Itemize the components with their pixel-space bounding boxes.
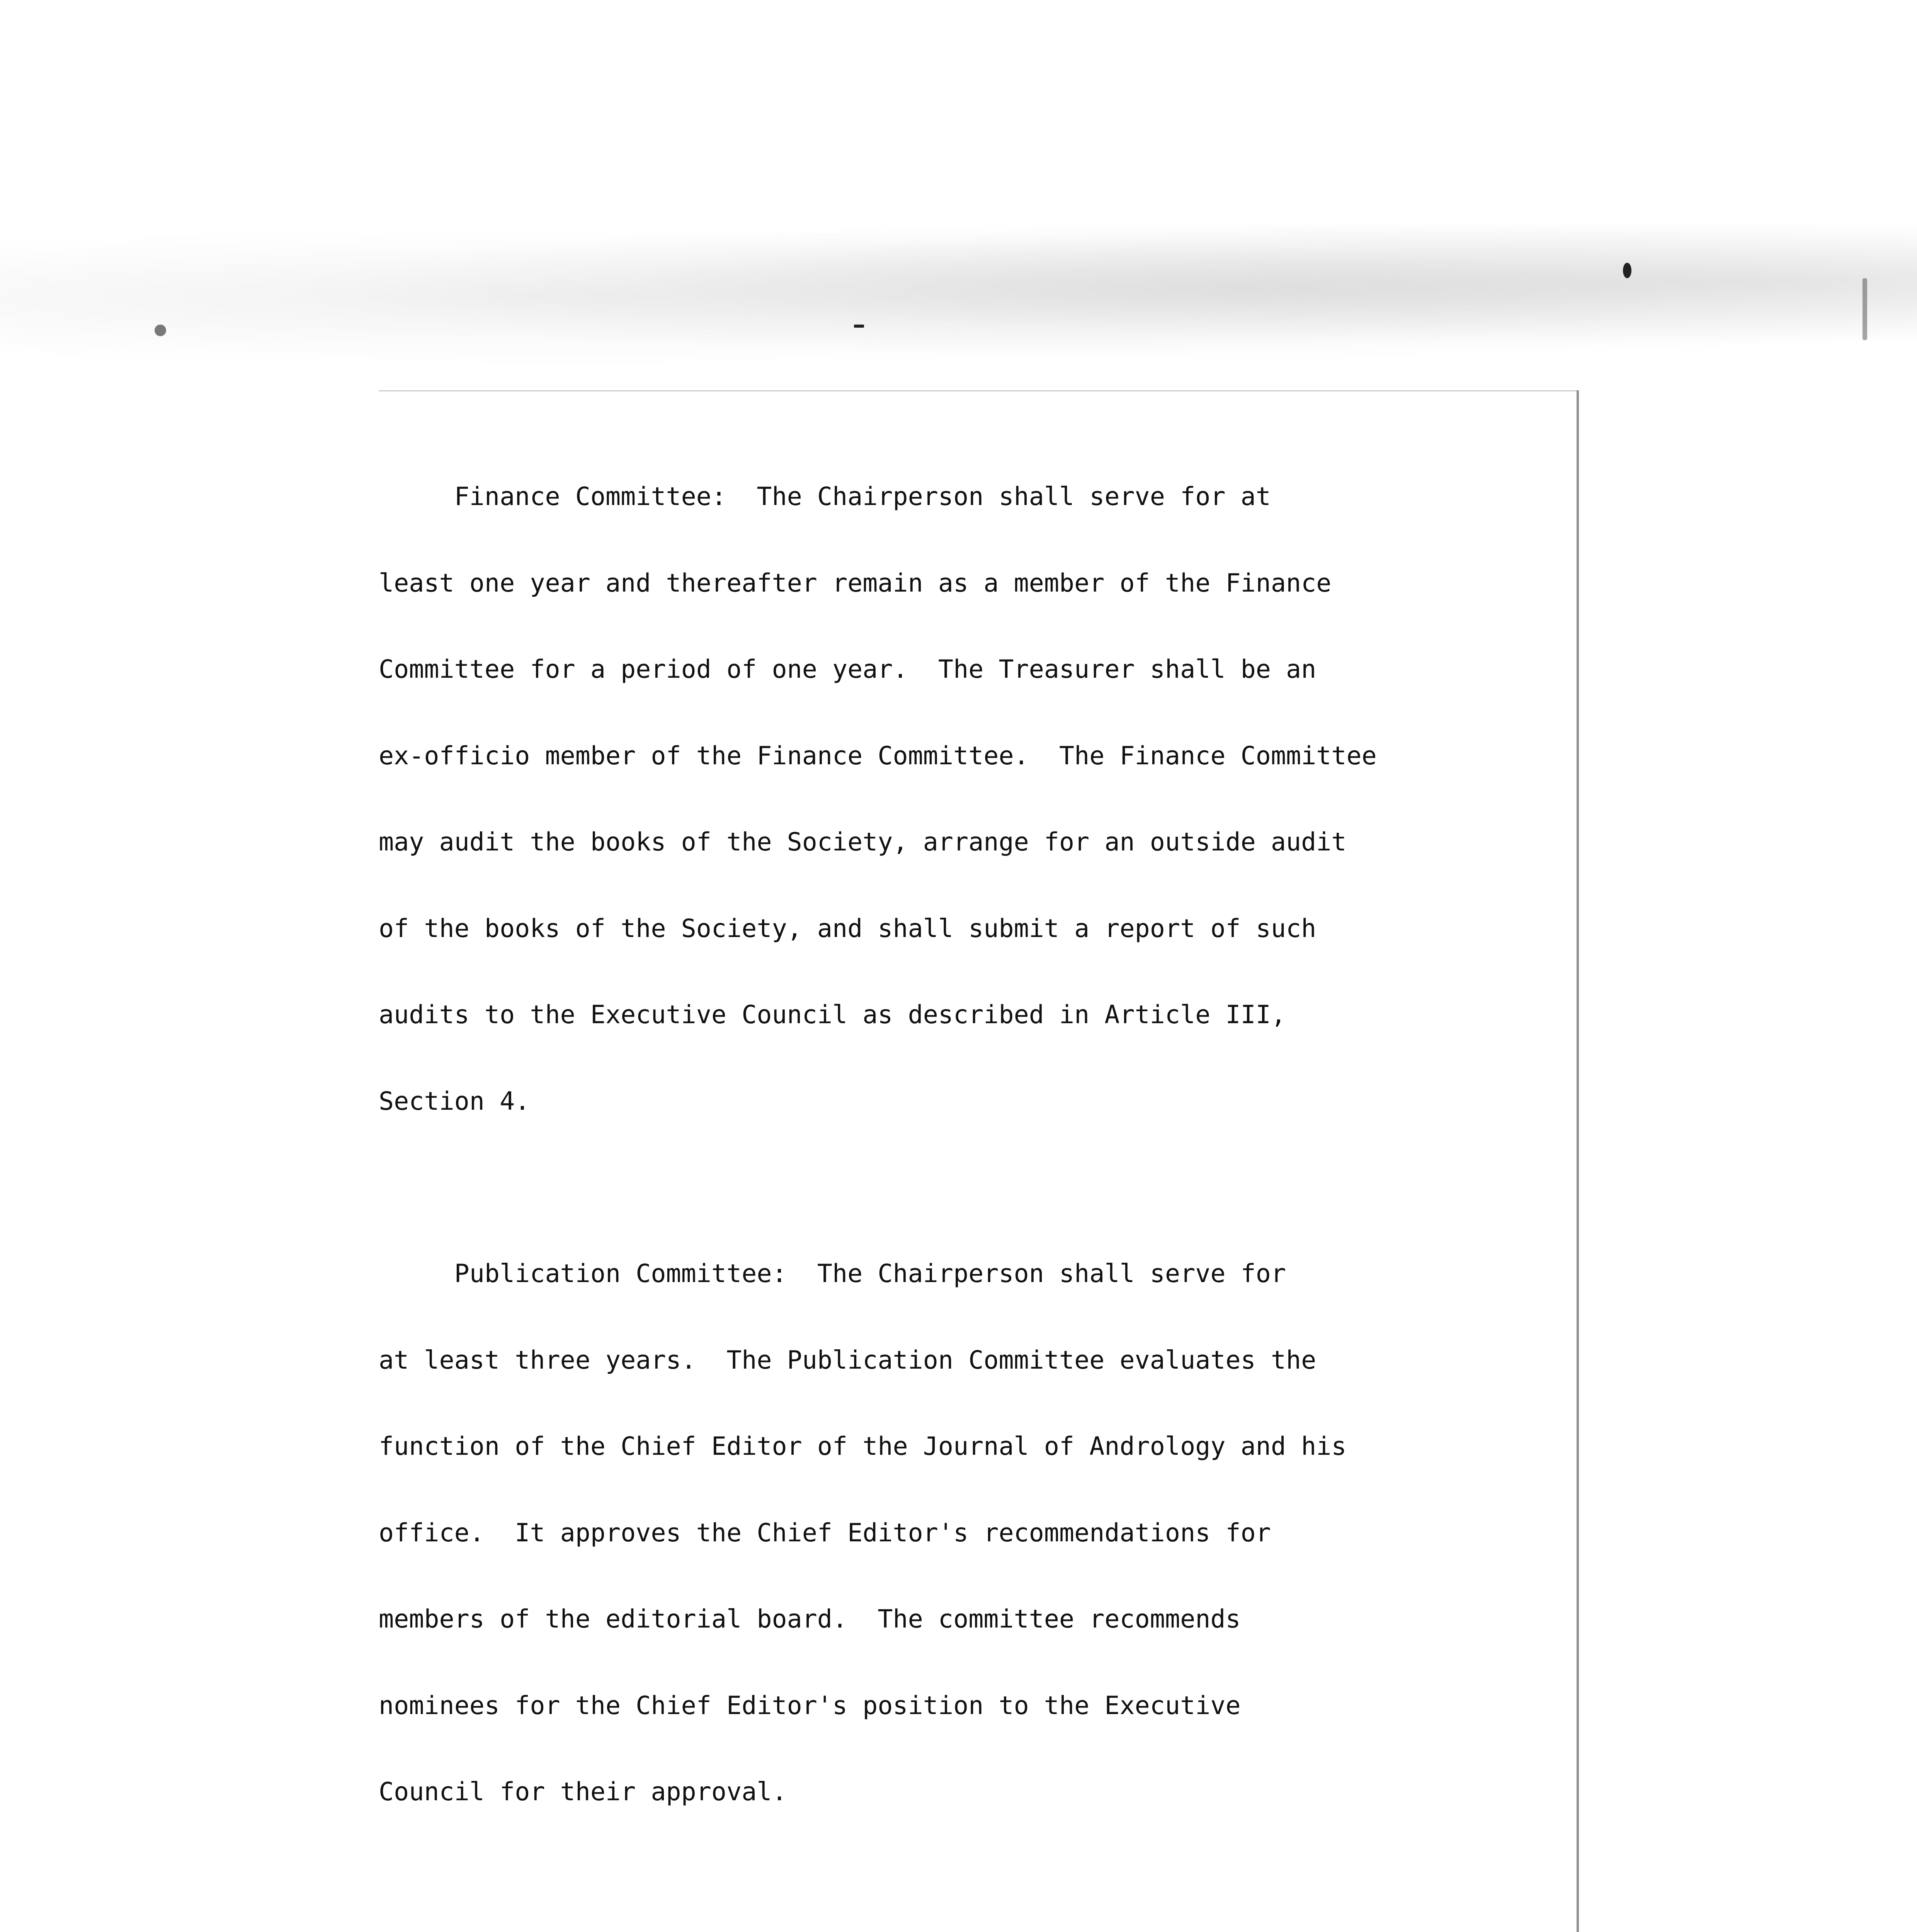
- text-line: Finance Committee: The Chairperson shall serve for at: [379, 482, 1271, 511]
- text-line: Publication Committee: The Chairperson shall serve for: [379, 1259, 1286, 1288]
- text-line: Council for their approval.: [379, 1777, 787, 1806]
- text-line: function of the Chief Editor of the Journal of Andrology and his: [379, 1432, 1347, 1461]
- page-edge-right: [1577, 390, 1579, 1932]
- scan-speck: [1863, 278, 1867, 340]
- text-line: at least three years. The Publication Committee evaluates the: [379, 1345, 1317, 1375]
- text-line: Section 4.: [379, 1087, 530, 1116]
- finance-committee-paragraph: [379, 425, 1557, 1173]
- scan-speck: [854, 325, 864, 328]
- publication-committee-paragraph: [379, 1202, 1557, 1864]
- page-edge-top: [379, 390, 1577, 391]
- text-line: members of the editorial board. The committee recommends: [379, 1605, 1241, 1634]
- text-line: ex-officio member of the Finance Committee. The Finance Committee: [379, 741, 1377, 770]
- document-body: [379, 425, 1557, 1932]
- liaison-committee-paragraph: [379, 1893, 1557, 1932]
- scan-speck: [155, 325, 166, 336]
- scan-noise-band: [0, 216, 1917, 379]
- scan-speck: [1623, 263, 1631, 278]
- text-line: of the books of the Society, and shall submit a report of such: [379, 914, 1317, 943]
- text-line: Committee for a period of one year. The Treasurer shall be an: [379, 655, 1317, 684]
- text-line: least one year and thereafter remain as a member of the Finance: [379, 568, 1332, 598]
- text-line: office. It approves the Chief Editor's recommendations for: [379, 1518, 1271, 1548]
- text-line: nominees for the Chief Editor's position to the Executive: [379, 1691, 1241, 1720]
- text-line: audits to the Executive Council as described in Article III,: [379, 1000, 1286, 1029]
- text-line: may audit the books of the Society, arrange for an outside audit: [379, 828, 1347, 857]
